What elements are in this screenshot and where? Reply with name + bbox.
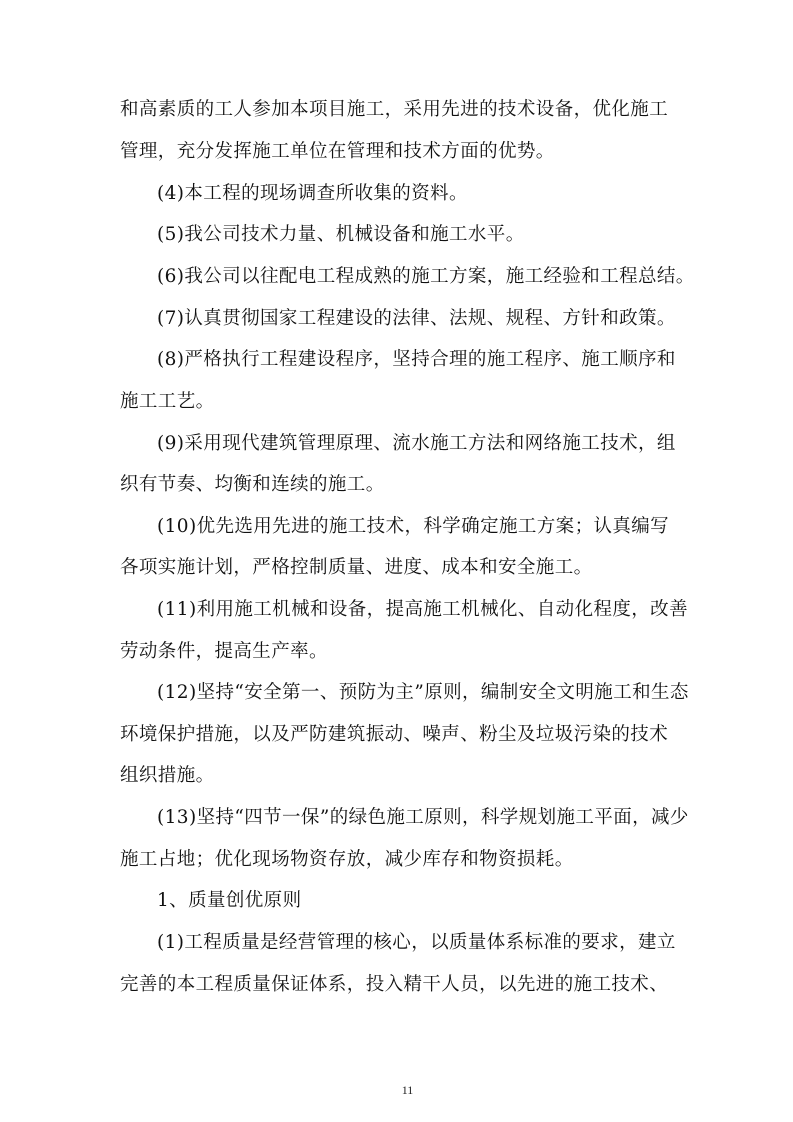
text-line: 施工工艺。 [120, 391, 215, 412]
text-line: (5)我公司技术力量、机械设备和施工水平。 [157, 224, 525, 245]
text-line: 织有节奏、均衡和连续的施工。 [120, 474, 385, 495]
section-heading: 1、质量创优原则 [157, 890, 302, 911]
text-line: 环境保护措施，以及严防建筑振动、噪声、粉尘及垃圾污染的技术 [120, 724, 669, 745]
text-line: (13)坚持“四节一保”的绿色施工原则，科学规划施工平面，减少 [157, 807, 689, 828]
text-line: (8)严格执行工程建设程序，坚持合理的施工程序、施工顺序和 [157, 349, 676, 370]
text-line: 管理，充分发挥施工单位在管理和技术方面的优势。 [120, 141, 555, 162]
text-line: (12)坚持“安全第一、预防为主”原则，编制安全文明施工和生态 [157, 682, 689, 703]
text-line: (10)优先选用先进的施工技术，科学确定施工方案；认真编写 [157, 516, 670, 537]
text-line: (4)本工程的现场调查所收集的资料。 [157, 183, 468, 204]
text-line: 完善的本工程质量保证体系，投入精干人员，以先进的施工技术、 [120, 974, 669, 995]
text-line: (11)利用施工机械和设备，提高施工机械化、自动化程度，改善 [157, 599, 688, 620]
text-line: (7)认真贯彻国家工程建设的法律、法规、规程、方针和政策。 [157, 308, 676, 329]
text-line: 组织措施。 [120, 765, 215, 786]
text-line: 劳动条件，提高生产率。 [120, 641, 328, 662]
text-line: (6)我公司以往配电工程成熟的施工方案，施工经验和工程总结。 [157, 266, 695, 287]
text-line: 各项实施计划，严格控制质量、进度、成本和安全施工。 [120, 557, 593, 578]
text-line: 和高素质的工人参加本项目施工，采用先进的技术设备，优化施工 [120, 99, 669, 120]
text-line: (9)采用现代建筑管理原理、流水施工方法和网络施工技术，组 [157, 433, 676, 454]
page-number: 11 [401, 1083, 414, 1097]
text-line: (1)工程质量是经营管理的核心，以质量体系标准的要求，建立 [157, 932, 676, 953]
text-line: 施工占地；优化现场物资存放，减少库存和物资损耗。 [120, 849, 574, 870]
